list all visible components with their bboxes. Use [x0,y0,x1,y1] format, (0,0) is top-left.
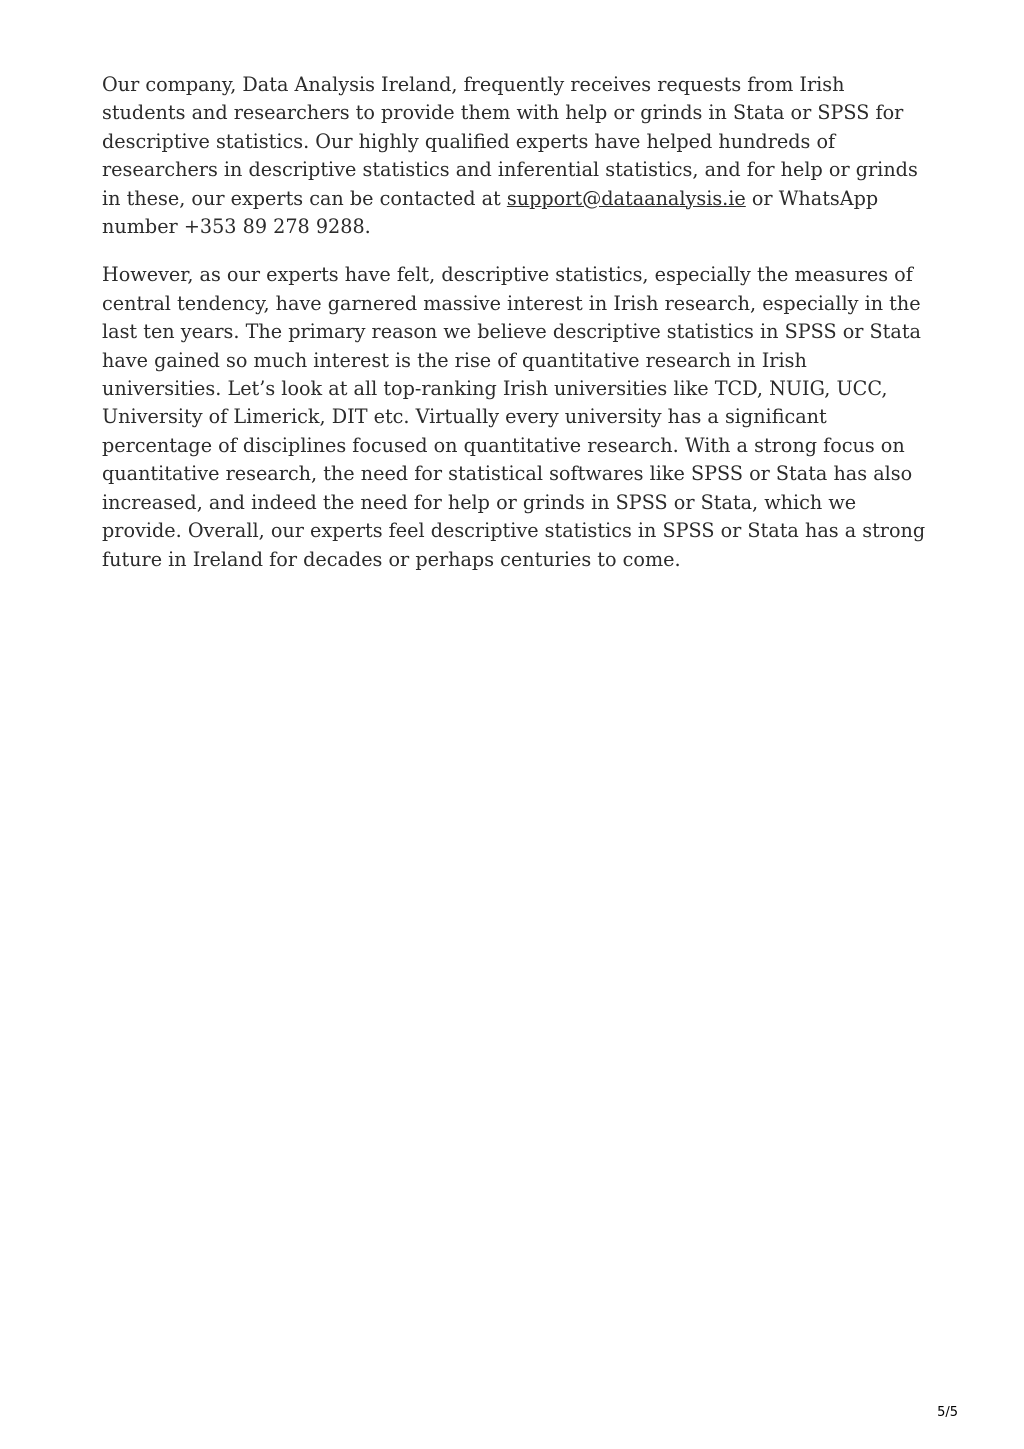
page-number: 5/5 [937,1405,958,1420]
support-email-link[interactable]: support@dataanalysis.ie [506,186,746,210]
paragraph-contact [102,71,932,241]
paragraph-research-interest: However, as our experts have felt, descriptive statistics, especially the measures of central tendency, have garnered massive interest in Irish research, especially in the last ten years. The primary reason we believe descriptive statistics in SPSS or Stata have gained so much interest is the rise of quantitative research in Irish universities. Let’s look at all top-ranking Irish universities like TCD, NUIG, UCC, University of Limerick, DIT etc. Virtually every university has a significant percentage of disciplines focused on quantitative research. With a strong focus on quantitative research, the need for statistical softwares like SPSS or Stata has also increased, and indeed the need for help or grinds in SPSS or Stata, which we provide. Overall, our experts feel descriptive statistics in SPSS or Stata has a strong future in Ireland for decades or perhaps centuries to come. [102,263,926,571]
paragraph-contact-text: Our company, Data Analysis Ireland, frequently receives requests from Irish students and researchers to provide them with help or grinds in Stata or SPSS for descriptive statistics. Our highly qualified experts have helped hundreds of researchers in descriptive statistics and inferential statistics, and for help or grinds in these, our experts can be contacted at [102,73,918,210]
document-body [102,71,932,594]
paragraph-contact-text-end: or WhatsApp number +353 89 278 9288. [102,186,879,239]
